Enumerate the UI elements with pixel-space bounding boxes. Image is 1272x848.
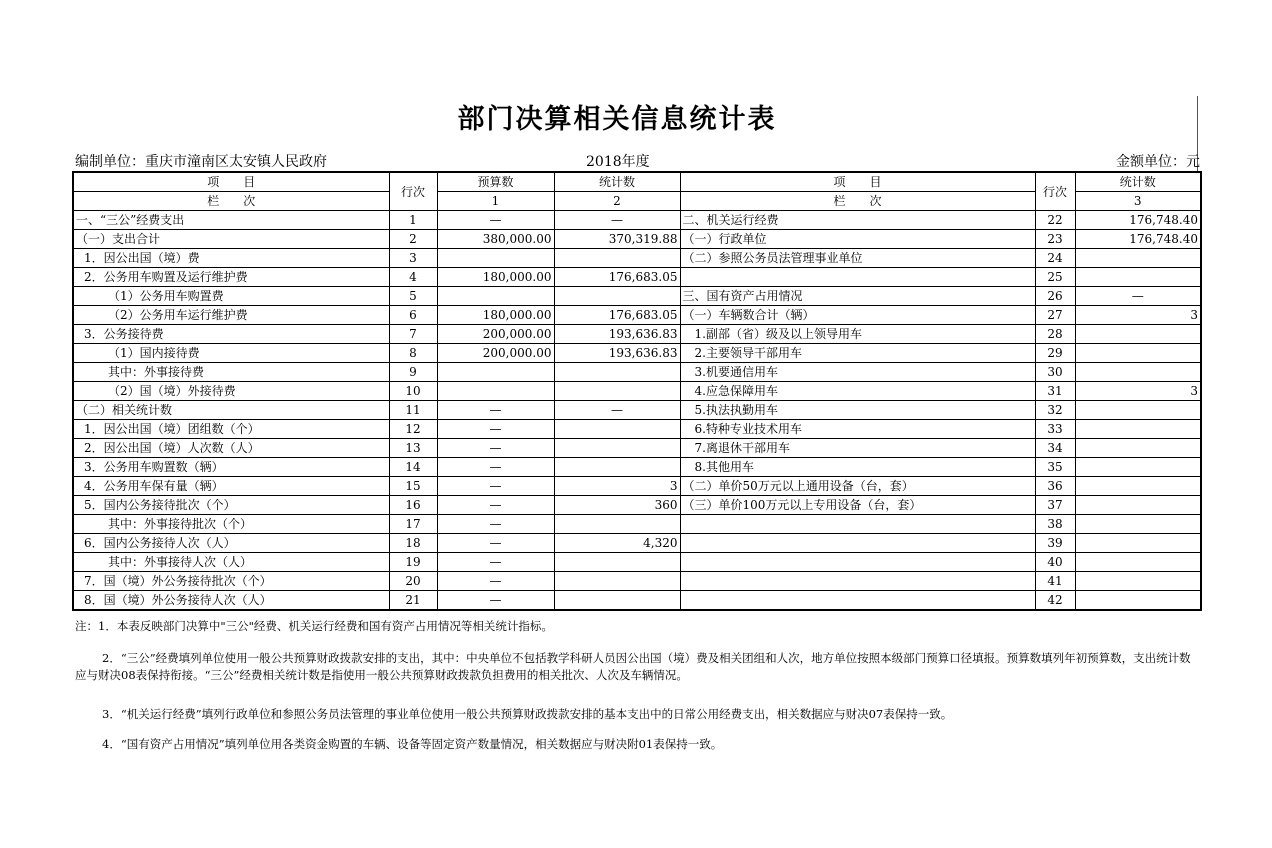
header-line-no: 行次 [389, 172, 437, 211]
left-budget-cell: 200,000.00 [437, 344, 554, 363]
left-item-cell: 2．公务用车购置及运行维护费 [73, 268, 389, 287]
right-line-no-cell: 28 [1035, 325, 1075, 344]
column-number-3: 3 [1075, 192, 1201, 211]
right-line-no-cell: 41 [1035, 572, 1075, 591]
left-line-no-cell: 2 [389, 230, 437, 249]
column-number-row [73, 192, 1201, 211]
left-stat-cell [554, 458, 680, 477]
right-item-cell: 1.副部（省）级及以上领导用车 [680, 325, 1035, 344]
left-budget-cell: 180,000.00 [437, 306, 554, 325]
right-item-cell: 二、机关运行经费 [680, 211, 1035, 230]
right-line-no-cell: 32 [1035, 401, 1075, 420]
page-title: 部门决算相关信息统计表 [457, 104, 777, 135]
right-line-no-cell: 24 [1035, 249, 1075, 268]
column-label-right: 栏 次 [680, 192, 1035, 211]
left-line-no-cell: 4 [389, 268, 437, 287]
left-budget-cell: — [437, 572, 554, 591]
left-line-no-cell: 17 [389, 515, 437, 534]
left-stat-cell: — [554, 401, 680, 420]
left-line-no-cell: 20 [389, 572, 437, 591]
left-item-cell: 8．国（境）外公务接待人次（人） [73, 591, 389, 611]
left-stat-cell: 370,319.88 [554, 230, 680, 249]
table-row [73, 534, 1201, 553]
left-budget-cell: 180,000.00 [437, 268, 554, 287]
fiscal-year: 2018年度 [586, 154, 650, 170]
left-budget-cell [437, 287, 554, 306]
right-stat-cell [1075, 477, 1201, 496]
table-row [73, 211, 1201, 230]
right-line-no-cell: 42 [1035, 591, 1075, 611]
table-row [73, 591, 1201, 611]
right-line-no-cell: 31 [1035, 382, 1075, 401]
left-line-no-cell: 13 [389, 439, 437, 458]
left-stat-cell: 193,636.83 [554, 325, 680, 344]
left-budget-cell [437, 382, 554, 401]
left-budget-cell: — [437, 458, 554, 477]
left-item-cell: 4．公务用车保有量（辆） [73, 477, 389, 496]
right-stat-cell [1075, 496, 1201, 515]
left-line-no-cell: 10 [389, 382, 437, 401]
table-row [73, 515, 1201, 534]
left-budget-cell: — [437, 553, 554, 572]
left-item-cell: 其中：外事接待批次（个） [73, 515, 389, 534]
left-item-cell: 3．公务用车购置数（辆） [73, 458, 389, 477]
right-item-cell: 3.机要通信用车 [680, 363, 1035, 382]
right-line-no-cell: 30 [1035, 363, 1075, 382]
header-stat: 统计数 [554, 172, 680, 192]
left-budget-cell: — [437, 591, 554, 611]
left-stat-cell: 176,683.05 [554, 306, 680, 325]
right-stat-cell: — [1075, 287, 1201, 306]
left-stat-cell: 3 [554, 477, 680, 496]
compiling-unit: 编制单位：重庆市潼南区太安镇人民政府 [75, 154, 327, 170]
left-line-no-cell: 12 [389, 420, 437, 439]
left-line-no-cell: 3 [389, 249, 437, 268]
left-budget-cell: 200,000.00 [437, 325, 554, 344]
right-line-no-cell: 22 [1035, 211, 1075, 230]
right-item-cell: 2.主要领导干部用车 [680, 344, 1035, 363]
table-row [73, 401, 1201, 420]
table-row [73, 268, 1201, 287]
left-stat-cell [554, 439, 680, 458]
left-stat-cell: 4,320 [554, 534, 680, 553]
left-item-cell: 一、“三公”经费支出 [73, 211, 389, 230]
table-row [73, 382, 1201, 401]
table-row [73, 553, 1201, 572]
column-number-1: 1 [437, 192, 554, 211]
table-row [73, 420, 1201, 439]
table-row [73, 363, 1201, 382]
right-item-cell: 7.离退休干部用车 [680, 439, 1035, 458]
right-item-cell: 三、国有资产占用情况 [680, 287, 1035, 306]
right-line-no-cell: 37 [1035, 496, 1075, 515]
left-item-cell: 1．因公出国（境）团组数（个） [73, 420, 389, 439]
right-stat-cell [1075, 401, 1201, 420]
right-item-cell [680, 534, 1035, 553]
left-item-cell: （一）支出合计 [73, 230, 389, 249]
header-line-no-right: 行次 [1035, 172, 1075, 211]
right-stat-cell [1075, 591, 1201, 611]
right-stat-cell [1075, 249, 1201, 268]
left-stat-cell [554, 515, 680, 534]
note-1: 注：1．本表反映部门决算中"三公"经费、机关运行经费和国有资产占用情况等相关统计指标。 [75, 619, 553, 633]
left-stat-cell [554, 420, 680, 439]
left-stat-cell [554, 287, 680, 306]
left-line-no-cell: 9 [389, 363, 437, 382]
right-line-no-cell: 26 [1035, 287, 1075, 306]
right-stat-cell [1075, 344, 1201, 363]
left-item-cell: 1．因公出国（境）费 [73, 249, 389, 268]
left-stat-cell [554, 553, 680, 572]
right-stat-cell [1075, 325, 1201, 344]
left-budget-cell: — [437, 439, 554, 458]
header-row [73, 172, 1201, 192]
left-item-cell: 其中：外事接待人次（人） [73, 553, 389, 572]
right-stat-cell [1075, 458, 1201, 477]
left-item-cell: （1）国内接待费 [73, 344, 389, 363]
left-budget-cell: — [437, 211, 554, 230]
right-line-no-cell: 29 [1035, 344, 1075, 363]
right-stat-cell [1075, 515, 1201, 534]
amount-unit: 金额单位：元 [1116, 154, 1200, 170]
table-row [73, 458, 1201, 477]
note-3: 3．“机关运行经费”填列行政单位和参照公务员法管理的事业单位使用一般公共预算财政拨款安排的基本支出中的日常公用经费支出，相关数据应与财决07表保持一致。 [102, 707, 953, 721]
left-item-cell: 6．国内公务接待人次（人） [73, 534, 389, 553]
statistics-table [72, 171, 1202, 611]
table-row [73, 230, 1201, 249]
left-stat-cell [554, 249, 680, 268]
left-line-no-cell: 7 [389, 325, 437, 344]
left-stat-cell: — [554, 211, 680, 230]
right-stat-cell [1075, 268, 1201, 287]
right-item-cell [680, 268, 1035, 287]
table-row [73, 306, 1201, 325]
left-budget-cell: — [437, 496, 554, 515]
left-budget-cell [437, 249, 554, 268]
table-row [73, 496, 1201, 515]
table-row [73, 439, 1201, 458]
right-item-cell [680, 515, 1035, 534]
left-item-cell: 其中：外事接待费 [73, 363, 389, 382]
right-item-cell: （二）参照公务员法管理事业单位 [680, 249, 1035, 268]
right-item-cell: 6.特种专业技术用车 [680, 420, 1035, 439]
right-stat-cell [1075, 534, 1201, 553]
header-budget: 预算数 [437, 172, 554, 192]
left-budget-cell: — [437, 477, 554, 496]
left-line-no-cell: 18 [389, 534, 437, 553]
note-2: 2．“三公”经费填列单位使用一般公共预算财政拨款安排的支出，其中：中央单位不包括教学科研人员因公出国（境）费及相关团组和人次，地方单位按照本级部门预算口径填报。预算数填列年初预算数，支出统计数应与财决08表保持衔接。“三公”经费相关统计数是指使用一般公共预算财政拨款负担费用的相关批次、人次及车辆情况。 [75, 651, 1191, 682]
column-label: 栏 次 [73, 192, 389, 211]
table-row [73, 477, 1201, 496]
right-line-no-cell: 35 [1035, 458, 1075, 477]
right-item-cell: 8.其他用车 [680, 458, 1035, 477]
table-row [73, 249, 1201, 268]
right-stat-cell [1075, 363, 1201, 382]
left-stat-cell: 176,683.05 [554, 268, 680, 287]
left-line-no-cell: 8 [389, 344, 437, 363]
right-line-no-cell: 33 [1035, 420, 1075, 439]
right-line-no-cell: 39 [1035, 534, 1075, 553]
table-row [73, 344, 1201, 363]
right-item-cell: （一）车辆数合计（辆） [680, 306, 1035, 325]
right-stat-cell: 3 [1075, 382, 1201, 401]
left-stat-cell [554, 363, 680, 382]
right-item-cell [680, 572, 1035, 591]
left-item-cell: （2）国（境）外接待费 [73, 382, 389, 401]
left-budget-cell: — [437, 534, 554, 553]
left-item-cell: （二）相关统计数 [73, 401, 389, 420]
left-budget-cell: 380,000.00 [437, 230, 554, 249]
left-line-no-cell: 6 [389, 306, 437, 325]
right-stat-cell: 3 [1075, 306, 1201, 325]
left-line-no-cell: 16 [389, 496, 437, 515]
right-stat-cell [1075, 439, 1201, 458]
left-line-no-cell: 14 [389, 458, 437, 477]
right-stat-cell [1075, 572, 1201, 591]
right-item-cell [680, 591, 1035, 611]
note-4: 4．“国有资产占用情况”填列单位用各类资金购置的车辆、设备等固定资产数量情况，相关数据应与财决附01表保持一致。 [102, 737, 723, 751]
left-line-no-cell: 5 [389, 287, 437, 306]
left-budget-cell: — [437, 401, 554, 420]
left-item-cell: 7．国（境）外公务接待批次（个） [73, 572, 389, 591]
right-item-cell: （三）单价100万元以上专用设备（台，套） [680, 496, 1035, 515]
left-item-cell: 5．国内公务接待批次（个） [73, 496, 389, 515]
left-stat-cell [554, 591, 680, 611]
table-row [73, 572, 1201, 591]
left-stat-cell: 360 [554, 496, 680, 515]
right-stat-cell: 176,748.40 [1075, 230, 1201, 249]
left-line-no-cell: 21 [389, 591, 437, 611]
left-line-no-cell: 19 [389, 553, 437, 572]
right-line-no-cell: 34 [1035, 439, 1075, 458]
left-budget-cell: — [437, 420, 554, 439]
right-item-cell: （一）行政单位 [680, 230, 1035, 249]
left-stat-cell [554, 572, 680, 591]
column-number-2: 2 [554, 192, 680, 211]
left-budget-cell [437, 363, 554, 382]
table-row [73, 287, 1201, 306]
right-stat-cell [1075, 553, 1201, 572]
right-line-no-cell: 23 [1035, 230, 1075, 249]
header-item-right: 项 目 [680, 172, 1035, 192]
right-line-no-cell: 40 [1035, 553, 1075, 572]
right-item-cell: （二）单价50万元以上通用设备（台，套） [680, 477, 1035, 496]
left-item-cell: 3．公务接待费 [73, 325, 389, 344]
table-row [73, 325, 1201, 344]
left-item-cell: 2．因公出国（境）人次数（人） [73, 439, 389, 458]
right-stat-cell: 176,748.40 [1075, 211, 1201, 230]
left-budget-cell: — [437, 515, 554, 534]
left-line-no-cell: 1 [389, 211, 437, 230]
header-stat-right: 统计数 [1075, 172, 1201, 192]
right-line-no-cell: 38 [1035, 515, 1075, 534]
left-line-no-cell: 15 [389, 477, 437, 496]
right-line-no-cell: 36 [1035, 477, 1075, 496]
header-item: 项 目 [73, 172, 389, 192]
left-item-cell: （2）公务用车运行维护费 [73, 306, 389, 325]
right-line-no-cell: 25 [1035, 268, 1075, 287]
left-stat-cell [554, 382, 680, 401]
right-line-no-cell: 27 [1035, 306, 1075, 325]
right-item-cell: 4.应急保障用车 [680, 382, 1035, 401]
right-item-cell [680, 553, 1035, 572]
left-stat-cell: 193,636.83 [554, 344, 680, 363]
left-line-no-cell: 11 [389, 401, 437, 420]
left-item-cell: （1）公务用车购置费 [73, 287, 389, 306]
right-stat-cell [1075, 420, 1201, 439]
right-item-cell: 5.执法执勤用车 [680, 401, 1035, 420]
